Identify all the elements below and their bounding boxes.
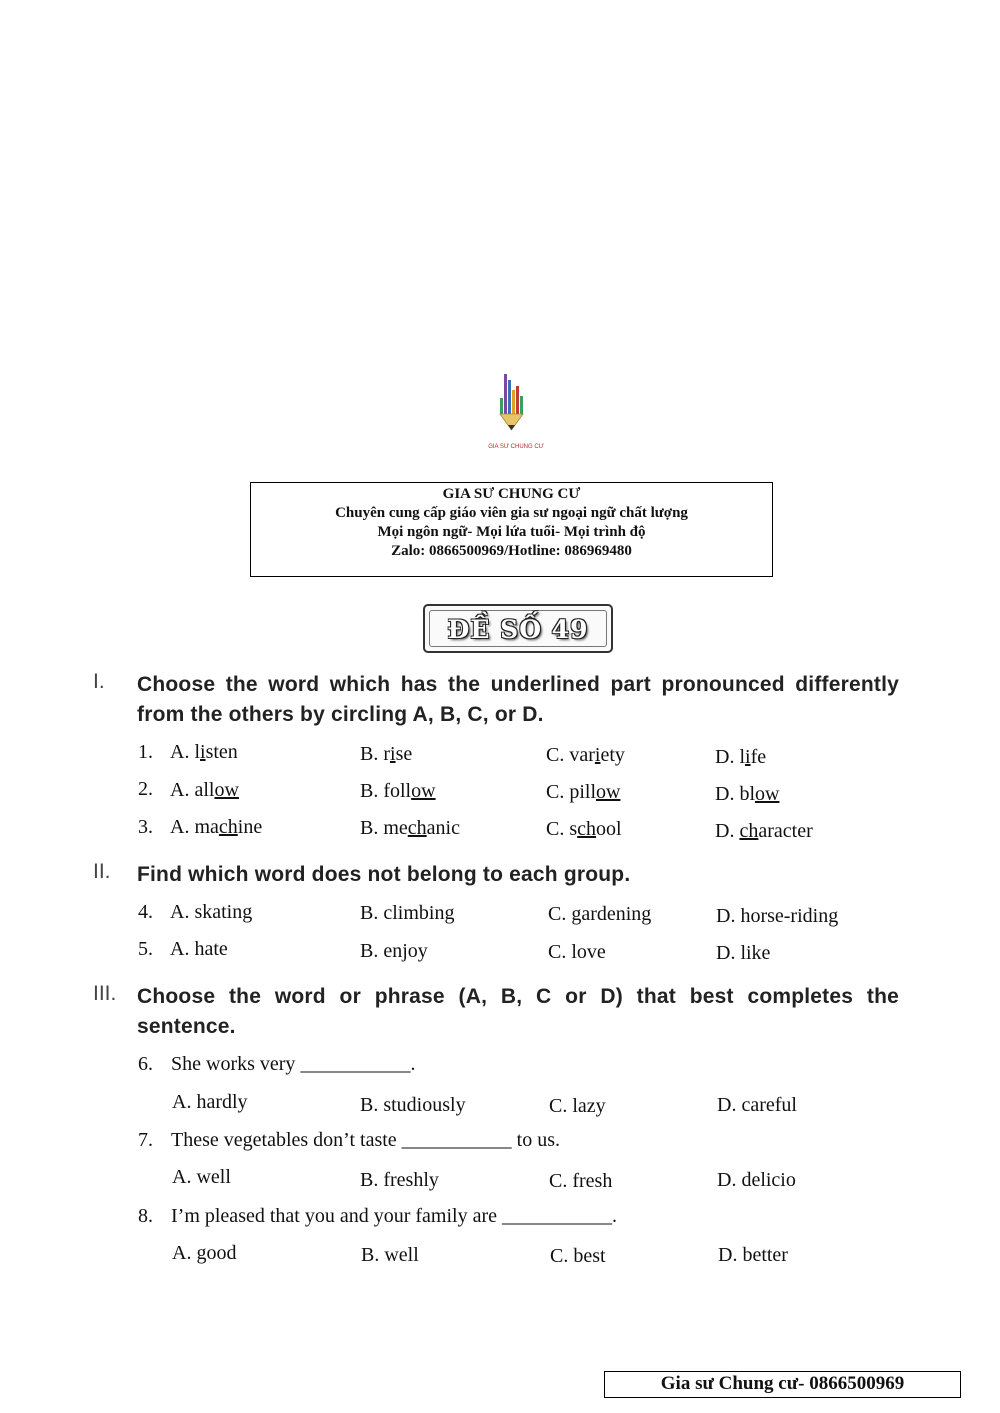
option-c: C. school — [546, 818, 622, 840]
answer-blank[interactable]: ___________ — [300, 1053, 411, 1075]
question-stem: These vegetables don’t taste ___________ to us. — [171, 1129, 561, 1151]
header-line-1: Chuyên cung cấp giáo viên gia sư ngoại ngữ chất lượng — [335, 505, 688, 521]
option-b: B. follow — [360, 780, 436, 802]
header-title: GIA SƯ CHUNG CƯ — [442, 486, 581, 502]
option-d: D. life — [715, 746, 767, 768]
option-b: B. studiously — [360, 1094, 466, 1116]
option-d: D. like — [716, 942, 771, 964]
question-stem: She works very ___________. — [171, 1053, 416, 1075]
footer-text: Gia sư Chung cư- 0866500969 — [660, 1373, 905, 1394]
header-line-2: Mọi ngôn ngữ- Mọi lứa tuổi- Mọi trình độ — [377, 524, 646, 540]
option-d: D. delicio — [717, 1169, 796, 1191]
answer-blank[interactable]: ___________ — [502, 1205, 612, 1227]
option-a: A. machine — [170, 816, 263, 838]
section-2-title: Find which word does not belong to each group. — [137, 863, 631, 886]
section-2-number: II. — [93, 860, 111, 883]
option-c: C. lazy — [549, 1095, 606, 1117]
question-number: 7. — [138, 1129, 153, 1151]
pencil-logo-icon — [470, 368, 562, 452]
logo-image — [470, 368, 562, 452]
exam-number-stamp — [423, 604, 613, 653]
option-c: C. pillow — [546, 781, 621, 803]
option-b: B. freshly — [360, 1169, 439, 1191]
option-d: D. better — [718, 1244, 788, 1266]
option-c: C. love — [548, 941, 606, 963]
option-c: C. gardening — [548, 903, 652, 925]
option-b: B. enjoy — [360, 940, 428, 962]
option-b: B. well — [361, 1244, 419, 1266]
option-a: A. good — [172, 1242, 237, 1264]
question-stem: I’m pleased that you and your family are ___________. — [171, 1205, 617, 1227]
option-c: C. best — [550, 1245, 606, 1267]
header-contact: Zalo: 0866500969/Hotline: 086969480 — [391, 543, 632, 559]
option-b: B. mechanic — [360, 817, 460, 839]
option-d: D. horse-riding — [716, 905, 839, 927]
section-3-title: Choose the word or phrase (A, B, C or D) that best completes the sentence. — [137, 985, 899, 1038]
section-1-number: I. — [93, 670, 105, 693]
question-number: 4. — [138, 901, 153, 923]
footer-contact-box — [604, 1371, 961, 1398]
tutor-header-box — [250, 482, 773, 577]
question-number: 3. — [138, 816, 153, 838]
answer-blank[interactable]: ___________ — [401, 1129, 512, 1151]
option-d: D. blow — [715, 783, 780, 805]
question-number: 6. — [138, 1053, 153, 1075]
question-number: 1. — [138, 741, 153, 763]
exam-label: ĐỀ SỐ 49 — [447, 615, 589, 644]
question-number: 8. — [138, 1205, 153, 1227]
option-b: B. climbing — [360, 902, 455, 924]
option-a: A. hardly — [172, 1091, 248, 1113]
option-c: C. variety — [546, 744, 625, 766]
section-1-title: Choose the word which has the underlined part pronounced differently from the others by circling A, B, C, or D. — [137, 673, 899, 726]
option-d: D. character — [715, 820, 813, 842]
option-a: A. listen — [170, 741, 238, 763]
option-b: B. rise — [360, 743, 413, 765]
option-d: D. careful — [717, 1094, 797, 1116]
question-number: 2. — [138, 778, 153, 800]
option-a: A. hate — [170, 938, 228, 960]
option-a: A. skating — [170, 901, 253, 923]
option-c: C. fresh — [549, 1170, 613, 1192]
section-3-number: III. — [93, 982, 117, 1005]
option-a: A. well — [172, 1166, 231, 1188]
question-number: 5. — [138, 938, 153, 960]
option-a: A. allow — [170, 779, 239, 801]
logo-caption: GIA SƯ CHUNG CƯ — [488, 444, 544, 450]
